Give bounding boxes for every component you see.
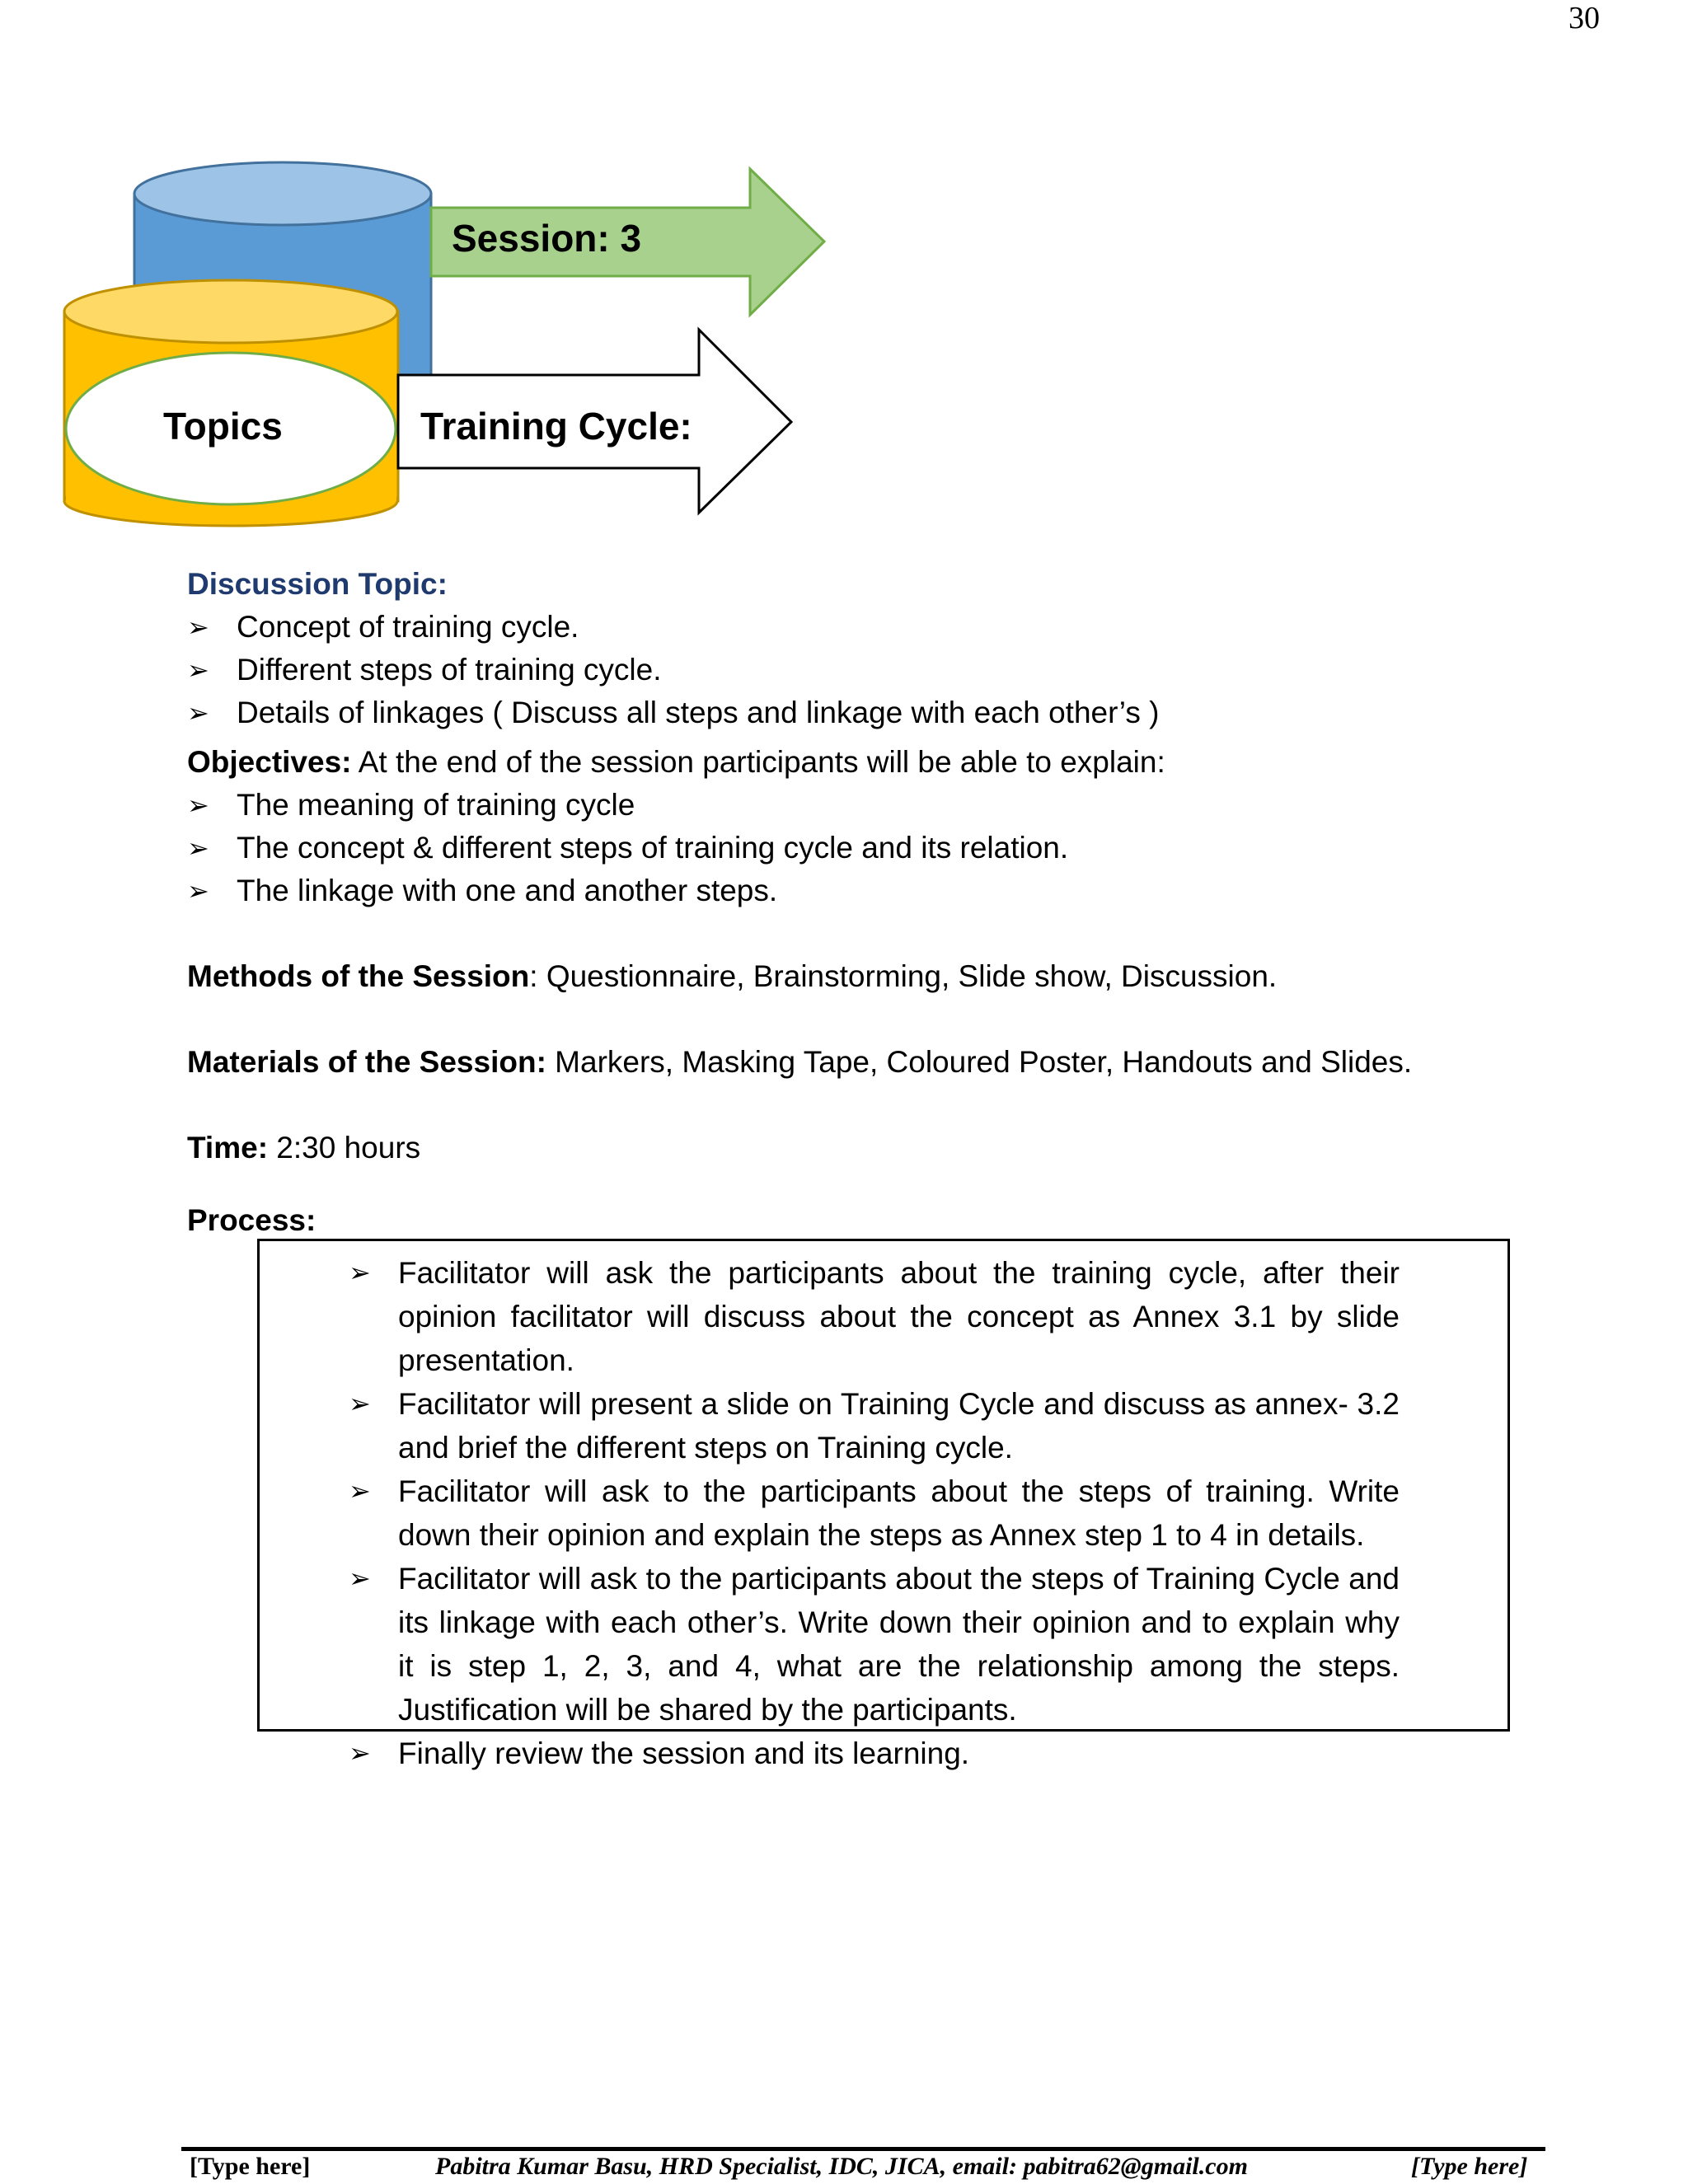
footer-divider [181,2147,1545,2151]
process-box [257,1239,1510,1770]
list-item: ➢ Facilitator will ask to the participants about the steps of Training Cycle and its linkage with each other’s. Write down their opinion and to explain why it is step 1, 2, 3, and 4, what are the relationship among the steps. Justification will be shared by the participants. [349,1557,1400,1732]
session-header-graphic [0,157,857,536]
materials-line [187,1041,1539,1084]
process-label: Process: [187,1203,316,1237]
footer-left: [Type here] [190,2153,311,2180]
materials-text: Markers, Masking Tape, Coloured Poster, Handouts and Slides. [546,1045,1413,1079]
list-item: ➢ Facilitator will present a slide on Training Cycle and discuss as annex- 3.2 and brief the different steps on Training cycle. [349,1382,1400,1469]
page-number: 30 [1568,1,1600,35]
footer-center: Pabitra Kumar Basu, HRD Specialist, IDC, JICA, email: pabitra62@gmail.com [435,2153,1248,2180]
topics-label: Topics [163,405,283,448]
time-text: 2:30 hours [268,1131,421,1165]
footer-right: [Type here] [1411,2153,1528,2180]
methods-line [187,955,1539,998]
list-item: ➢ Different steps of training cycle. [187,649,1539,691]
session-content [187,563,1539,1242]
objectives-text: At the end of the session participants will be able to explain: [351,745,1165,779]
list-item: ➢ The concept & different steps of training cycle and its relation. [187,827,1539,869]
list-item: ➢ Finally review the session and its learning. [349,1732,1400,1775]
objectives-list [187,784,1539,912]
time-label: Time: [187,1131,269,1165]
materials-label: Materials of the Session: [187,1045,546,1079]
discussion-heading: Discussion Topic: [187,567,448,601]
time-line [187,1127,1539,1169]
discussion-list [187,606,1539,734]
methods-label: Methods of the Session [187,959,530,993]
list-item: ➢ The linkage with one and another steps. [187,869,1539,912]
methods-text: : Questionnaire, Brainstorming, Slide show, Discussion. [529,959,1278,993]
process-list [349,1251,1400,1775]
session-label: Session: 3 [452,217,642,260]
topic-title: Training Cycle: [420,405,692,448]
objectives-label: Objectives: [187,745,352,779]
list-item: ➢ Facilitator will ask the participants about the training cycle, after their opinion facilitator will discuss about the concept as Annex 3.1 by slide presentation. [349,1251,1400,1382]
list-item: ➢ Concept of training cycle. [187,606,1539,649]
list-item: ➢ The meaning of training cycle [187,784,1539,827]
yellow-cylinder-shape [64,280,398,526]
objectives-line [187,741,1539,784]
list-item: ➢ Facilitator will ask to the participants about the steps of training. Write down their opinion and explain the steps as Annex step 1 to 4 in details. [349,1469,1400,1557]
header-shapes [0,157,857,536]
list-item: ➢ Details of linkages ( Discuss all steps and linkage with each other’s ) [187,691,1539,734]
